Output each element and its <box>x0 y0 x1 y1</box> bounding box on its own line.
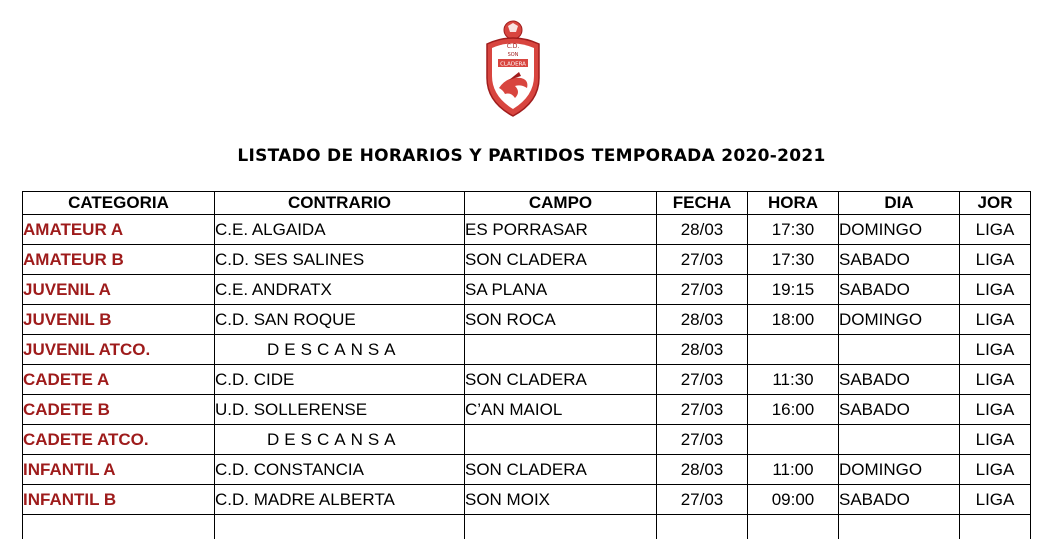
date-cell: 28/03 <box>657 335 748 365</box>
opponent-cell: C.D. SES SALINES <box>215 245 465 275</box>
table-row <box>23 455 1031 485</box>
time-cell: 17:30 <box>748 215 839 245</box>
schedule-table <box>22 191 1031 539</box>
day-cell: SABADO <box>839 485 960 515</box>
table-row <box>23 335 1031 365</box>
field-cell: SON CLADERA <box>465 365 657 395</box>
date-cell: 27/03 <box>657 365 748 395</box>
competition-cell: LIGA <box>960 335 1031 365</box>
header-contrario: CONTRARIO <box>215 192 465 215</box>
field-cell: SON CLADERA <box>465 245 657 275</box>
club-crest-icon <box>481 18 545 118</box>
empty-cell <box>839 515 960 539</box>
date-cell: 27/03 <box>657 245 748 275</box>
field-cell <box>465 425 657 455</box>
day-cell <box>839 425 960 455</box>
date-cell: 28/03 <box>657 455 748 485</box>
day-cell: DOMINGO <box>839 215 960 245</box>
competition-cell: LIGA <box>960 215 1031 245</box>
table-row <box>23 305 1031 335</box>
day-cell: DOMINGO <box>839 455 960 485</box>
opponent-cell: C.E. ALGAIDA <box>215 215 465 245</box>
field-cell: SON CLADERA <box>465 455 657 485</box>
day-cell: DOMINGO <box>839 305 960 335</box>
page-title: LISTADO DE HORARIOS Y PARTIDOS TEMPORADA 2020-2021 <box>0 146 1063 166</box>
empty-cell <box>23 515 215 539</box>
table-row <box>23 485 1031 515</box>
header-dia: DIA <box>839 192 960 215</box>
opponent-cell: DESCANSA <box>215 425 465 455</box>
header-campo: CAMPO <box>465 192 657 215</box>
field-cell: ES PORRASAR <box>465 215 657 245</box>
table-row <box>23 245 1031 275</box>
field-cell: SON MOIX <box>465 485 657 515</box>
time-cell: 16:00 <box>748 395 839 425</box>
category-cell: INFANTIL A <box>23 455 215 485</box>
empty-table-row <box>23 515 1031 539</box>
day-cell: SABADO <box>839 275 960 305</box>
table-row <box>23 215 1031 245</box>
time-cell: 11:00 <box>748 455 839 485</box>
field-cell: C’AN MAIOL <box>465 395 657 425</box>
date-cell: 27/03 <box>657 395 748 425</box>
time-cell: 11:30 <box>748 365 839 395</box>
opponent-cell: C.D. CIDE <box>215 365 465 395</box>
date-cell: 28/03 <box>657 305 748 335</box>
field-cell <box>465 335 657 365</box>
category-cell: JUVENIL B <box>23 305 215 335</box>
day-cell <box>839 335 960 365</box>
club-crest-logo <box>481 18 545 118</box>
crest-text-cladera: CLADERA <box>500 62 526 68</box>
field-cell: SA PLANA <box>465 275 657 305</box>
category-cell: INFANTIL B <box>23 485 215 515</box>
header-hora: HORA <box>748 192 839 215</box>
empty-cell <box>657 515 748 539</box>
empty-cell <box>960 515 1031 539</box>
time-cell <box>748 425 839 455</box>
day-cell: SABADO <box>839 365 960 395</box>
category-cell: JUVENIL ATCO. <box>23 335 215 365</box>
table-row <box>23 275 1031 305</box>
day-cell: SABADO <box>839 245 960 275</box>
category-cell: JUVENIL A <box>23 275 215 305</box>
competition-cell: LIGA <box>960 425 1031 455</box>
field-cell: SON ROCA <box>465 305 657 335</box>
opponent-cell: DESCANSA <box>215 335 465 365</box>
table-row <box>23 425 1031 455</box>
competition-cell: LIGA <box>960 395 1031 425</box>
date-cell: 27/03 <box>657 425 748 455</box>
category-cell: CADETE B <box>23 395 215 425</box>
category-cell: AMATEUR B <box>23 245 215 275</box>
date-cell: 27/03 <box>657 485 748 515</box>
competition-cell: LIGA <box>960 305 1031 335</box>
time-cell: 18:00 <box>748 305 839 335</box>
header-fecha: FECHA <box>657 192 748 215</box>
competition-cell: LIGA <box>960 245 1031 275</box>
time-cell <box>748 335 839 365</box>
competition-cell: LIGA <box>960 365 1031 395</box>
opponent-cell: C.D. SAN ROQUE <box>215 305 465 335</box>
header-jor: JOR <box>960 192 1031 215</box>
empty-cell <box>748 515 839 539</box>
empty-cell <box>215 515 465 539</box>
table-row <box>23 395 1031 425</box>
competition-cell: LIGA <box>960 485 1031 515</box>
category-cell: AMATEUR A <box>23 215 215 245</box>
opponent-cell: U.D. SOLLERENSE <box>215 395 465 425</box>
table-row <box>23 365 1031 395</box>
time-cell: 17:30 <box>748 245 839 275</box>
date-cell: 27/03 <box>657 275 748 305</box>
opponent-cell: C.E. ANDRATX <box>215 275 465 305</box>
crest-text-son: SON <box>508 52 519 58</box>
category-cell: CADETE ATCO. <box>23 425 215 455</box>
opponent-cell: C.D. MADRE ALBERTA <box>215 485 465 515</box>
table-header-row <box>23 192 1031 215</box>
date-cell: 28/03 <box>657 215 748 245</box>
competition-cell: LIGA <box>960 455 1031 485</box>
competition-cell: LIGA <box>960 275 1031 305</box>
time-cell: 19:15 <box>748 275 839 305</box>
empty-cell <box>465 515 657 539</box>
crest-text-cd: C.D. <box>507 43 520 50</box>
category-cell: CADETE A <box>23 365 215 395</box>
day-cell: SABADO <box>839 395 960 425</box>
header-categoria: CATEGORIA <box>23 192 215 215</box>
opponent-cell: C.D. CONSTANCIA <box>215 455 465 485</box>
time-cell: 09:00 <box>748 485 839 515</box>
